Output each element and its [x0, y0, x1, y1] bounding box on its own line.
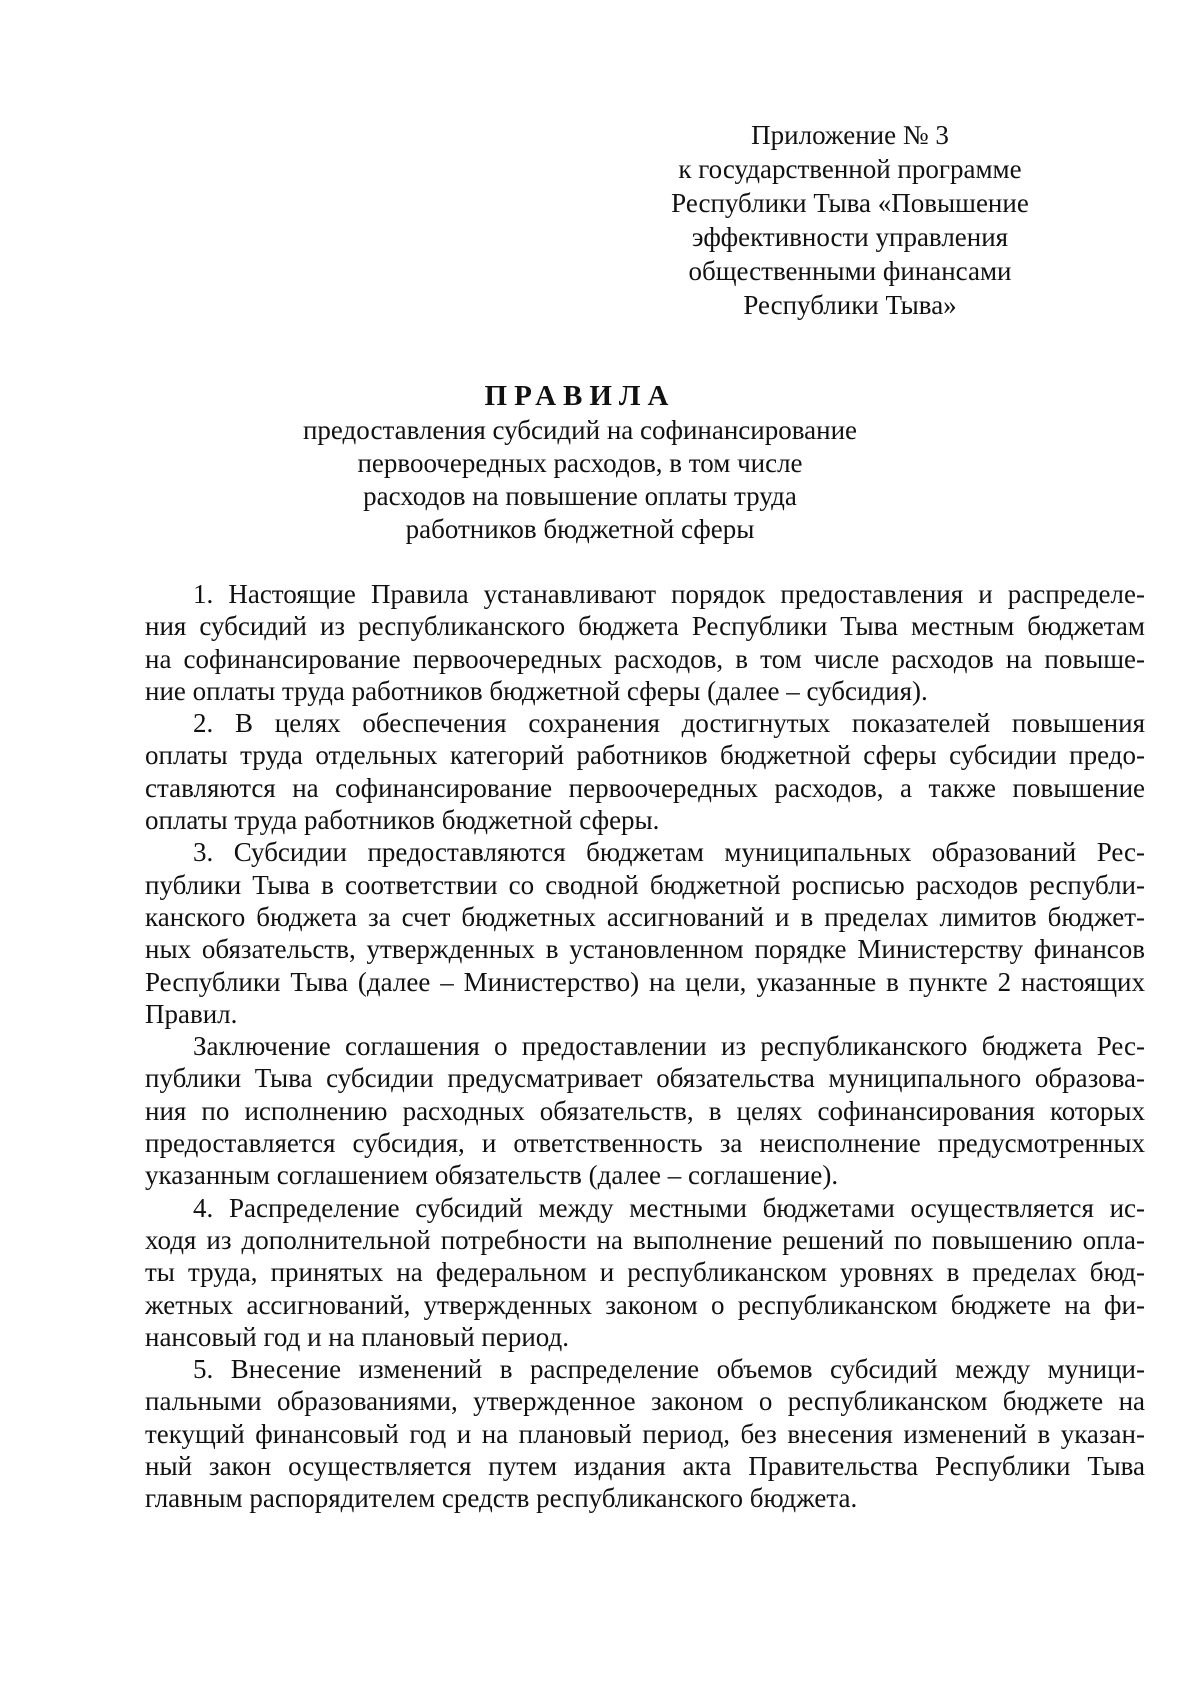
paragraph-line: ты труда, принятых на федеральном и республиканском уровнях в пределах бюд- — [145, 1257, 1145, 1288]
appendix-line: общественными финансами — [688, 256, 1012, 286]
paragraph — [145, 1353, 1145, 1514]
paragraph-line: ние оплаты труда работников бюджетной сферы (далее – субсидия). — [145, 675, 928, 706]
paragraph-line: жетных ассигнований, утвержденных законом о республиканском бюджете на фи- — [145, 1289, 1145, 1320]
appendix-line: к государственной программе — [678, 154, 1022, 184]
subtitle-line: предоставления субсидий на софинансирование — [302, 415, 857, 445]
paragraph-line: Заключение соглашения о предоставлении из республиканского бюджета Рес- — [193, 1031, 1145, 1062]
paragraph-line: 5. Внесение изменений в распределение объемов субсидий между муници- — [193, 1354, 1145, 1385]
paragraph-line: предоставляется субсидия, и ответственность за неисполнение предусмотренных — [145, 1128, 1145, 1159]
paragraph-line: ния по исполнению расходных обязательств, в целях софинансирования которых — [145, 1095, 1145, 1126]
appendix-header — [650, 118, 1050, 322]
paragraph — [145, 707, 1145, 836]
document-title: ПРАВИЛА — [484, 380, 676, 412]
paragraph-line: пальными образованиями, утвержденное законом о республиканском бюджете на — [145, 1386, 1145, 1417]
subtitle-line: работников бюджетной сферы — [405, 514, 755, 544]
appendix-line: Приложение № 3 — [751, 120, 949, 150]
subtitle-line: расходов на повышение оплаты труда — [363, 481, 797, 511]
paragraph-line: нансовый год и на плановый период. — [145, 1321, 569, 1352]
paragraph-line: 2. В целях обеспечения сохранения достигнутых показателей повышения — [193, 708, 1145, 739]
paragraph — [145, 1192, 1145, 1353]
paragraph-line: главным распорядителем средств республиканского бюджета. — [145, 1483, 858, 1514]
appendix-line: Республики Тыва «Повышение — [671, 188, 1029, 218]
document-body — [145, 578, 1145, 1515]
paragraph-line: ставляются на софинансирование первоочередных расходов, а также повышение — [145, 772, 1145, 803]
paragraph-line: ния субсидий из республиканского бюджета Республики Тыва местным бюджетам — [145, 611, 1145, 642]
paragraph-line: 4. Распределение субсидий между местными бюджетами осуществляется ис- — [193, 1192, 1145, 1223]
paragraph-line: ных обязательств, утвержденных в установленном порядке Министерству финансов — [145, 934, 1145, 965]
paragraph-line: Правил. — [145, 998, 238, 1029]
paragraph-line: публики Тыва субсидии предусматривает обязательства муниципального образова- — [145, 1063, 1145, 1094]
paragraph-line: публики Тыва в соответствии со сводной бюджетной росписью расходов республи- — [145, 869, 1145, 900]
paragraph-line: Республики Тыва (далее – Министерство) на цели, указанные в пункте 2 настоящих — [145, 966, 1145, 997]
paragraph — [145, 578, 1145, 707]
paragraph-line: канского бюджета за счет бюджетных ассигнований и в пределах лимитов бюджет- — [145, 901, 1145, 932]
document-subtitle — [200, 414, 960, 546]
appendix-line: Республики Тыва» — [743, 290, 957, 320]
paragraph-line: указанным соглашением обязательств (далее – соглашение). — [145, 1160, 839, 1191]
title-block — [200, 378, 960, 546]
paragraph-line: 1. Настоящие Правила устанавливают порядок предоставления и распределе- — [193, 579, 1145, 609]
paragraph-line: на софинансирование первоочередных расходов, в том числе расходов на повыше- — [145, 643, 1145, 674]
paragraph-line: ходя из дополнительной потребности на выполнение решений по повышению опла- — [145, 1224, 1145, 1255]
paragraph-line: 3. Субсидии предоставляются бюджетам муниципальных образований Рес- — [193, 837, 1145, 868]
paragraph — [145, 1030, 1145, 1191]
paragraph-line: текущий финансовый год и на плановый период, без внесения изменений в указан- — [145, 1418, 1145, 1449]
subtitle-line: первоочередных расходов, в том числе — [357, 448, 803, 478]
appendix-line: эффективности управления — [691, 222, 1009, 252]
paragraph-line: оплаты труда отдельных категорий работников бюджетной сферы субсидии предо- — [145, 740, 1145, 771]
paragraph-line: оплаты труда работников бюджетной сферы. — [145, 805, 660, 836]
paragraph — [145, 836, 1145, 1030]
paragraph-line: ный закон осуществляется путем издания акта Правительства Республики Тыва — [145, 1451, 1145, 1482]
